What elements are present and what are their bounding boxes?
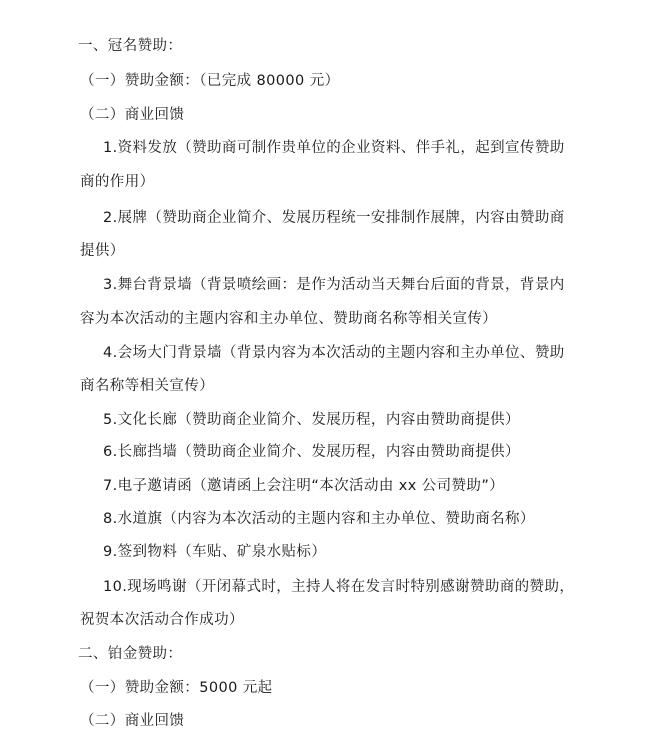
list-item-1-continuation: 商的作用） (80, 174, 155, 190)
list-item-3-continuation: 容为本次活动的主题内容和主办单位、赞助商名称等相关宣传） (80, 311, 498, 327)
list-item-2: 2.展牌（赞助商企业简介、发展历程统一安排制作展牌，内容由赞助商 (103, 210, 565, 226)
sponsor-amount: （一）赞助金额：5000 元起 (80, 680, 273, 696)
list-item-6: 6.长廊挡墙（赞助商企业简介、发展历程，内容由赞助商提供） (103, 444, 520, 460)
section-heading: 二、铂金赞助： (78, 646, 183, 662)
section-heading: 一、冠名赞助： (78, 38, 183, 54)
sponsor-amount: （一）赞助金额：（已完成 80000 元） (80, 73, 340, 89)
list-item-7: 7.电子邀请函（邀请函上会注明“本次活动由 xx 公司赞助”） (103, 478, 505, 494)
list-item-4-continuation: 商名称等相关宣传） (80, 378, 215, 394)
list-item-5: 5.文化长廊（赞助商企业简介、发展历程，内容由赞助商提供） (103, 412, 520, 428)
list-item-10: 10.现场鸣谢（开闭幕式时，主持人将在发言时特别感谢赞助商的赞助， (103, 579, 575, 595)
feedback-heading: （二）商业回馈 (80, 107, 185, 123)
list-item-10-continuation: 祝贺本次活动合作成功） (80, 612, 244, 628)
list-item-3: 3.舞台背景墙（背景喷绘画：是作为活动当天舞台后面的背景，背景内 (103, 277, 565, 293)
feedback-heading: （二）商业回馈 (80, 713, 185, 729)
list-item-8: 8.水道旗（内容为本次活动的主题内容和主办单位、赞助商名称） (103, 511, 535, 527)
list-item-9: 9.签到物料（车贴、矿泉水贴标） (103, 544, 327, 560)
list-item-1: 1.资料发放（赞助商可制作贵单位的企业资料、伴手礼，起到宣传赞助 (103, 140, 565, 156)
list-item-4: 4.会场大门背景墙（背景内容为本次活动的主题内容和主办单位、赞助 (103, 345, 565, 361)
list-item-2-continuation: 提供） (80, 243, 125, 259)
